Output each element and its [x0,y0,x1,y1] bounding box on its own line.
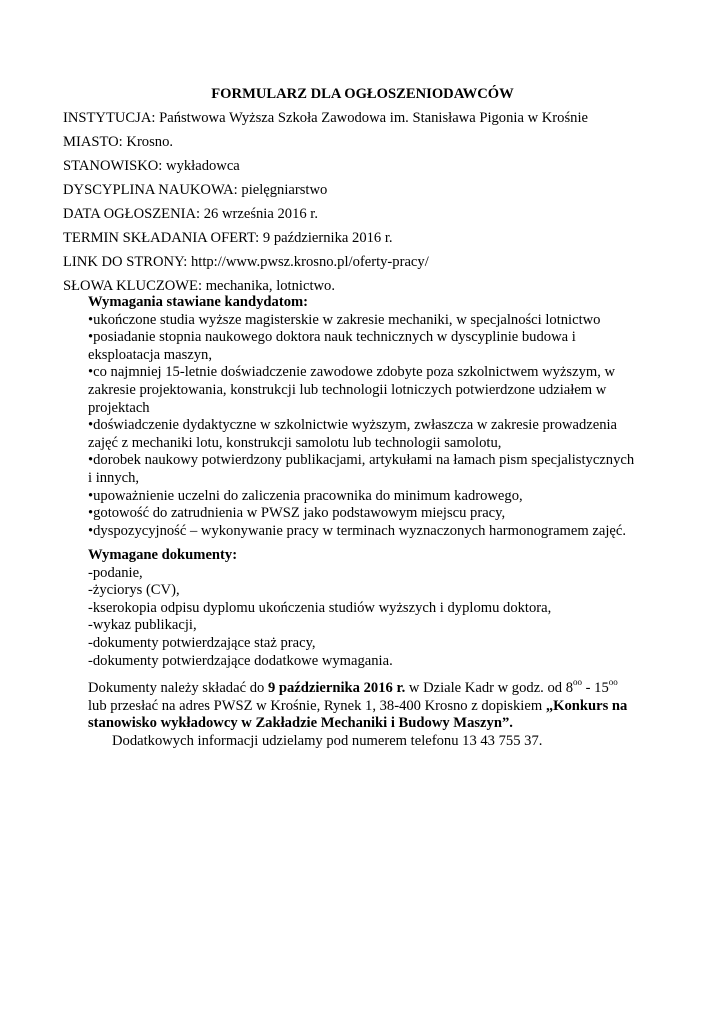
requirement-line: •ukończone studia wyższe magisterskie w zakresie mechaniki, w specjalności lotnictwo [88,311,601,328]
requirement-line: •dyspozycyjność – wykonywanie pracy w terminach wyznaczonych harmonogramem zajęć. [88,522,626,539]
submission-line-3: stanowisko wykładowcy w Zakładzie Mechaniki i Budowy Maszyn”. [88,715,513,732]
field-label: DYSCYPLINA NAUKOWA: [63,182,238,198]
requirement-line: zakresie projektowania, konstrukcji lub technologii lotniczych potwierdzone udziałem w [88,381,607,398]
form-title: FORMULARZ DLA OGŁOSZENIODAWCÓW [211,86,514,102]
requirement-line: eksploatacja maszyn, [88,346,212,363]
field-label: STANOWISKO: [63,158,163,174]
submission-line-2 [88,698,658,716]
submission-text: Dokumenty należy składać do [88,680,268,696]
requirement-line: •co najmniej 15-letnie doświadczenie zawodowe zdobyte poza szkolnictwem wyższym, w [88,364,616,381]
submission-section [88,677,658,750]
field-label: TERMIN SKŁADANIA OFERT: [63,230,260,246]
field-value: 9 października 2016 r. [262,230,393,246]
requirement-line: •gotowość do zatrudnienia w PWSZ jako podstawowym miejscu pracy, [88,505,506,522]
requirement-line: •doświadczenie dydaktyczne w szkolnictwie wyższym, zwłaszcza w zakresie prowadzenia [88,417,618,434]
hour-start-superscript: oo [573,677,583,688]
requirements-section [88,294,648,540]
field-label: SŁOWA KLUCZOWE: [63,278,203,294]
field-discipline [63,180,703,204]
contact-info: Dodatkowych informacji udzielamy pod numerem telefonu 13 43 755 37. [112,732,543,749]
field-label: LINK DO STRONY: [63,254,188,270]
submission-deadline: 9 października 2016 r. [267,680,406,696]
document-item: -dokumenty potwierdzające staż pracy, [88,634,316,651]
hour-end-superscript: oo [608,677,618,688]
field-label: MIASTO: [63,134,123,150]
requirement-line: projektach [88,399,150,416]
submission-text: w Dziale Kadr w godz. od 8 [405,680,574,696]
requirement-line: •upoważnienie uczelni do zaliczenia pracownika do minimum kadrowego, [88,487,523,504]
requirements-heading: Wymagania stawiane kandydatom: [88,294,309,310]
submission-line-1 [88,677,658,698]
field-value: pielęgniarstwo [241,182,328,198]
submission-label-bold: „Konkurs na [545,697,628,714]
field-position [63,156,703,180]
document-item: -dokumenty potwierdzające dodatkowe wymagania. [88,652,393,669]
requirement-line: •posiadanie stopnia naukowego doktora nauk technicznych w dyscyplinie budowa i [88,329,576,346]
field-institution [63,108,703,132]
documents-section [88,547,648,670]
document-item: -życiorys (CV), [88,582,180,599]
field-deadline [63,228,703,252]
field-value: Krosno. [126,134,174,150]
document-item: -wykaz publikacji, [88,617,197,634]
field-value: mechanika, lotnictwo. [205,278,335,294]
field-value: Państwowa Wyższa Szkoła Zawodowa im. Stanisława Pigonia w Krośnie [159,110,588,126]
submission-text: lub przesłać na adres PWSZ w Krośnie, Rynek 1, 38-400 Krosno z dopiskiem [88,697,546,714]
form-fields [63,108,703,300]
document-item: -kserokopia odpisu dyplomu ukończenia studiów wyższych i dyplomu doktora, [88,599,552,616]
field-label: DATA OGŁOSZENIA: [63,206,201,222]
requirement-line: •dorobek naukowy potwierdzony publikacjami, artykułami na łamach pism specjalistycznych [88,452,635,469]
document-item: -podanie, [88,564,143,581]
submission-text: - 15 [582,680,609,696]
field-value: http://www.pwsz.krosno.pl/oferty-pracy/ [190,254,429,270]
requirement-line: i innych, [88,469,140,486]
requirement-line: zajęć z mechaniki lotu, konstrukcji samolotu lub technologii samolotu, [88,434,502,451]
documents-heading: Wymagane dokumenty: [88,547,238,563]
field-value: wykładowca [166,158,240,174]
field-city [63,132,703,156]
field-label: INSTYTUCJA: [63,110,156,126]
field-announcement-date [63,204,703,228]
field-value: 26 września 2016 r. [203,206,319,222]
field-link [63,252,703,276]
